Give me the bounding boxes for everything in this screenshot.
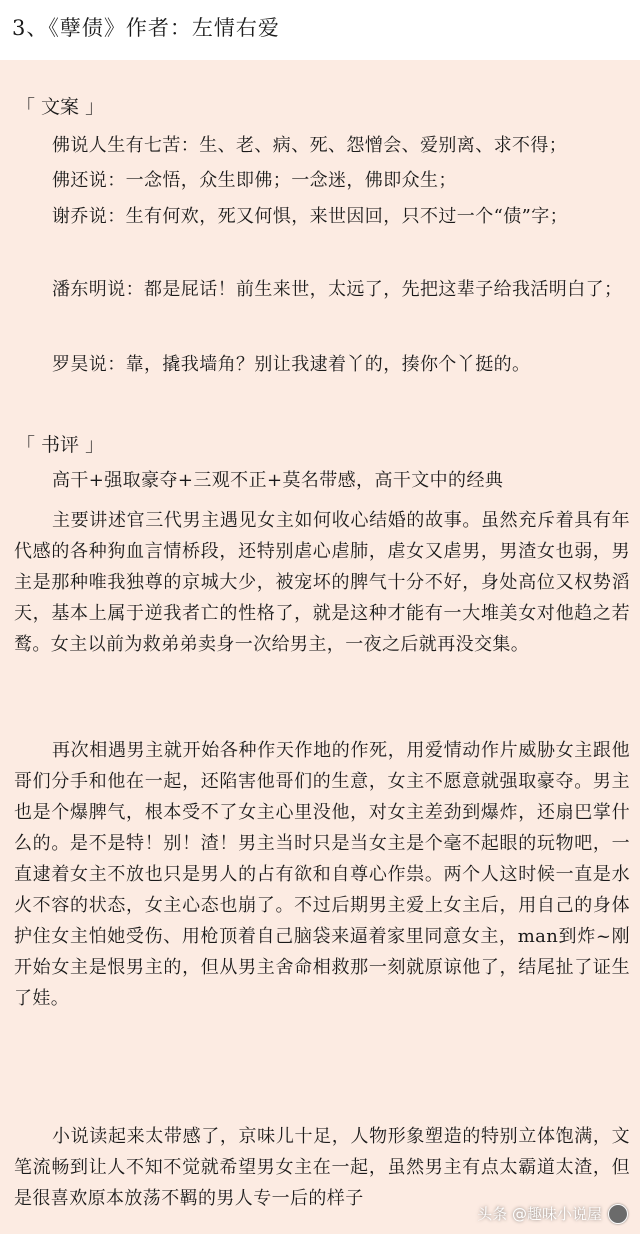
title-band bbox=[0, 0, 640, 60]
review-paragraph: 高干+强取豪夺+三观不正+莫名带感，高干文中的经典 bbox=[52, 470, 504, 491]
blurb-paragraph: 罗昊说：靠，撬我墙角？别让我逮着丫的，揍你个丫挺的。 bbox=[52, 354, 531, 375]
review-heading: 「 书评 」 bbox=[16, 434, 105, 456]
avatar-icon bbox=[608, 1204, 628, 1224]
watermark-brand: 头条 @趣味小说屋 bbox=[477, 1205, 602, 1223]
content-panel bbox=[0, 60, 640, 1234]
watermark bbox=[477, 1203, 628, 1224]
review-paragraph: 小说读起来太带感了，京味儿十足，人物形象塑造的特别立体饱满，文笔流畅到让人不知不觉就希望男女主在一起，虽然男主有点太霸道太渣，但是很喜欢原本放荡不羁的男人专一后的样子 bbox=[14, 1126, 630, 1209]
blurb-paragraph: 潘东明说：都是屁话！前生来世，太远了，先把这辈子给我活明白了； bbox=[52, 279, 623, 300]
review-paragraph: 主要讲述官三代男主遇见女主如何收心结婚的故事。虽然充斥着具有年代感的各种狗血言情桥段，还特别虐心虐肺，虐女又虐男，男渣女也弱，男主是那种唯我独尊的京城大少，被宠坏的脾气十分不好，身处高位又权势滔天，基本上属于逆我者亡的性格了，就是这种才能有一大堆美女对他趋之若鹜。女主以前为救弟弟卖身一次给男主，一夜之后就再没交集。 bbox=[14, 510, 630, 655]
blurb-heading: 「 文案 」 bbox=[16, 96, 105, 118]
page-title: 3、《孽债》作者：左情右爱 bbox=[12, 16, 280, 40]
blurb-paragraph: 谢乔说：生有何欢，死又何惧，来世因回，只不过一个“债”字； bbox=[52, 206, 569, 227]
blurb-paragraph: 佛说人生有七苦：生、老、病、死、怨憎会、爱别离、求不得； bbox=[52, 135, 568, 156]
review-paragraph: 再次相遇男主就开始各种作天作地的作死，用爱情动作片威胁女主跟他哥们分手和他在一起，还陷害他哥们的生意，女主不愿意就强取豪夺。男主也是个爆脾气，根本受不了女主心里没他，对女主差劲到爆炸，还扇巴掌什么的。是不是特！别！渣！男主当时只是当女主是个毫不起眼的玩物吧，一直逮着女主不放也只是男人的占有欲和自尊心作祟。两个人这时候一直是水火不容的状态，女主心态也崩了。不过后期男主爱上女主后，用自己的身体护住女主怕她受伤、用枪顶着自己脑袋来逼着家里同意女主，man到炸~刚开始女主是恨男主的，但从男主舍命相救那一刻就原谅他了，结尾扯了证生了娃。 bbox=[14, 740, 630, 1009]
blurb-paragraph: 佛还说：一念悟，众生即佛；一念迷，佛即众生； bbox=[52, 170, 457, 191]
